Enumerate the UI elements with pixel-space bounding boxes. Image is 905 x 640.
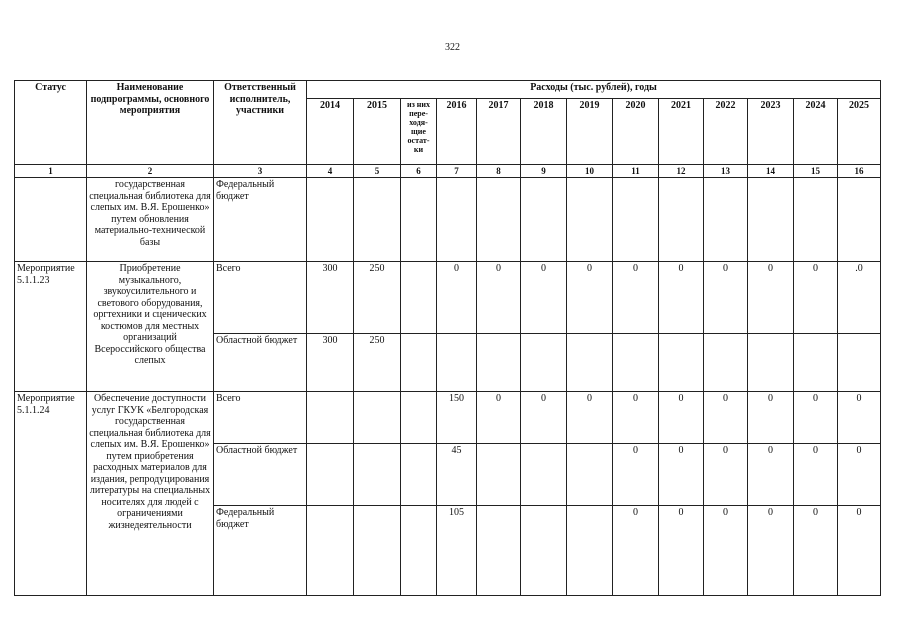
executor-cell: Всего: [214, 262, 307, 334]
column-number: 12: [659, 165, 704, 178]
header-year: 2015: [354, 99, 401, 165]
value-cell: 0: [704, 444, 748, 506]
column-number: 10: [567, 165, 613, 178]
value-cell: [659, 334, 704, 392]
value-cell: [794, 334, 838, 392]
page-number: 322: [445, 42, 460, 53]
header-year: 2025: [838, 99, 881, 165]
table-row: [15, 392, 881, 444]
header-year: 2016: [437, 99, 477, 165]
event-name-cell: Обеспечение доступности услуг ГКУК «Белгородская государственная специальная библиотека для слепых им. В.Я. Ерошенко» путем приобретения расходных материалов для издания, репродуцирования литературы на специальных носителях для людей с ограничениями жизнедеятельности: [87, 392, 214, 596]
column-number: 2: [87, 165, 214, 178]
value-cell: 0: [794, 444, 838, 506]
value-cell: [748, 334, 794, 392]
value-cell: 0: [659, 262, 704, 334]
header-expenses: Расходы (тыс. рублей), годы: [307, 81, 881, 99]
value-cell: 0: [613, 444, 659, 506]
value-cell: [477, 444, 521, 506]
value-cell: .0: [838, 262, 881, 334]
header-year: 2014: [307, 99, 354, 165]
value-cell: 0: [704, 392, 748, 444]
value-cell: [437, 334, 477, 392]
header-status: Статус: [15, 81, 87, 165]
value-cell: 0: [437, 262, 477, 334]
value-cell: [401, 262, 437, 334]
value-cell: 0: [838, 506, 881, 596]
value-cell: [838, 334, 881, 392]
value-cell: 0: [659, 506, 704, 596]
value-cell: [567, 506, 613, 596]
budget-table: [14, 80, 881, 596]
value-cell: 0: [838, 444, 881, 506]
value-cell: [567, 178, 613, 262]
value-cell: [477, 178, 521, 262]
value-cell: 0: [477, 392, 521, 444]
value-cell: [567, 334, 613, 392]
executor-cell: Федеральный бюджет: [214, 506, 307, 596]
status-cell: [15, 178, 87, 262]
header-executor: Ответственный исполнитель, участники: [214, 81, 307, 165]
value-cell: 0: [567, 392, 613, 444]
header-year: 2017: [477, 99, 521, 165]
value-cell: 105: [437, 506, 477, 596]
executor-cell: Федеральный бюджет: [214, 178, 307, 262]
value-cell: 0: [659, 392, 704, 444]
value-cell: 0: [613, 392, 659, 444]
event-name-cell: Приобретение музыкального, звукоусилительного и светового оборудования, оргтехники и сценических костюмов для местных организаций Всероссийского общества слепых: [87, 262, 214, 392]
header-name: Наименование подпрограммы, основного мероприятия: [87, 81, 214, 165]
value-cell: [838, 178, 881, 262]
value-cell: 0: [794, 262, 838, 334]
value-cell: [794, 178, 838, 262]
value-cell: [354, 444, 401, 506]
status-cell: Мероприятие 5.1.1.23: [15, 262, 87, 392]
value-cell: 0: [704, 506, 748, 596]
executor-cell: Областной бюджет: [214, 334, 307, 392]
value-cell: [659, 178, 704, 262]
value-cell: 0: [477, 262, 521, 334]
value-cell: [613, 178, 659, 262]
column-number: 16: [838, 165, 881, 178]
value-cell: [307, 506, 354, 596]
value-cell: [521, 506, 567, 596]
value-cell: 300: [307, 262, 354, 334]
value-cell: [401, 178, 437, 262]
value-cell: [521, 334, 567, 392]
value-cell: [307, 178, 354, 262]
header-year: 2021: [659, 99, 704, 165]
value-cell: [401, 444, 437, 506]
value-cell: 0: [613, 506, 659, 596]
value-cell: 0: [794, 506, 838, 596]
column-number: 4: [307, 165, 354, 178]
header-year: 2022: [704, 99, 748, 165]
value-cell: 0: [567, 262, 613, 334]
executor-cell: Всего: [214, 392, 307, 444]
value-cell: [477, 506, 521, 596]
column-number: 1: [15, 165, 87, 178]
value-cell: 45: [437, 444, 477, 506]
value-cell: [521, 178, 567, 262]
value-cell: 0: [838, 392, 881, 444]
value-cell: [567, 444, 613, 506]
value-cell: 0: [748, 262, 794, 334]
value-cell: 0: [613, 262, 659, 334]
value-cell: 250: [354, 262, 401, 334]
value-cell: [704, 334, 748, 392]
value-cell: 250: [354, 334, 401, 392]
column-number: 13: [704, 165, 748, 178]
value-cell: [401, 506, 437, 596]
value-cell: [521, 444, 567, 506]
column-number: 3: [214, 165, 307, 178]
value-cell: [307, 444, 354, 506]
column-number: 15: [794, 165, 838, 178]
column-number: 9: [521, 165, 567, 178]
value-cell: 0: [748, 392, 794, 444]
value-cell: [401, 334, 437, 392]
value-cell: [748, 178, 794, 262]
header-year: 2023: [748, 99, 794, 165]
column-number: 7: [437, 165, 477, 178]
value-cell: [307, 392, 354, 444]
header-year: 2024: [794, 99, 838, 165]
value-cell: 0: [748, 444, 794, 506]
header-year: 2018: [521, 99, 567, 165]
column-number: 14: [748, 165, 794, 178]
value-cell: [354, 506, 401, 596]
header-year: из них пере-ходя-щие остат-ки: [401, 99, 437, 165]
value-cell: 0: [521, 392, 567, 444]
value-cell: 300: [307, 334, 354, 392]
column-number-row: [15, 165, 881, 178]
column-number: 6: [401, 165, 437, 178]
column-number: 11: [613, 165, 659, 178]
value-cell: [437, 178, 477, 262]
value-cell: 0: [748, 506, 794, 596]
status-cell: Мероприятие 5.1.1.24: [15, 392, 87, 596]
value-cell: 0: [521, 262, 567, 334]
column-number: 8: [477, 165, 521, 178]
value-cell: 0: [659, 444, 704, 506]
header-year: 2019: [567, 99, 613, 165]
value-cell: [354, 178, 401, 262]
value-cell: [613, 334, 659, 392]
table-row: [15, 178, 881, 262]
value-cell: 0: [794, 392, 838, 444]
value-cell: 150: [437, 392, 477, 444]
value-cell: [401, 392, 437, 444]
value-cell: 0: [704, 262, 748, 334]
executor-cell: Областной бюджет: [214, 444, 307, 506]
value-cell: [477, 334, 521, 392]
event-name-cell: государственная специальная библиотека для слепых им. В.Я. Ерошенко» путем обновления материально-технической базы: [87, 178, 214, 262]
table-row: [15, 262, 881, 334]
header-year: 2020: [613, 99, 659, 165]
column-number: 5: [354, 165, 401, 178]
value-cell: [704, 178, 748, 262]
value-cell: [354, 392, 401, 444]
